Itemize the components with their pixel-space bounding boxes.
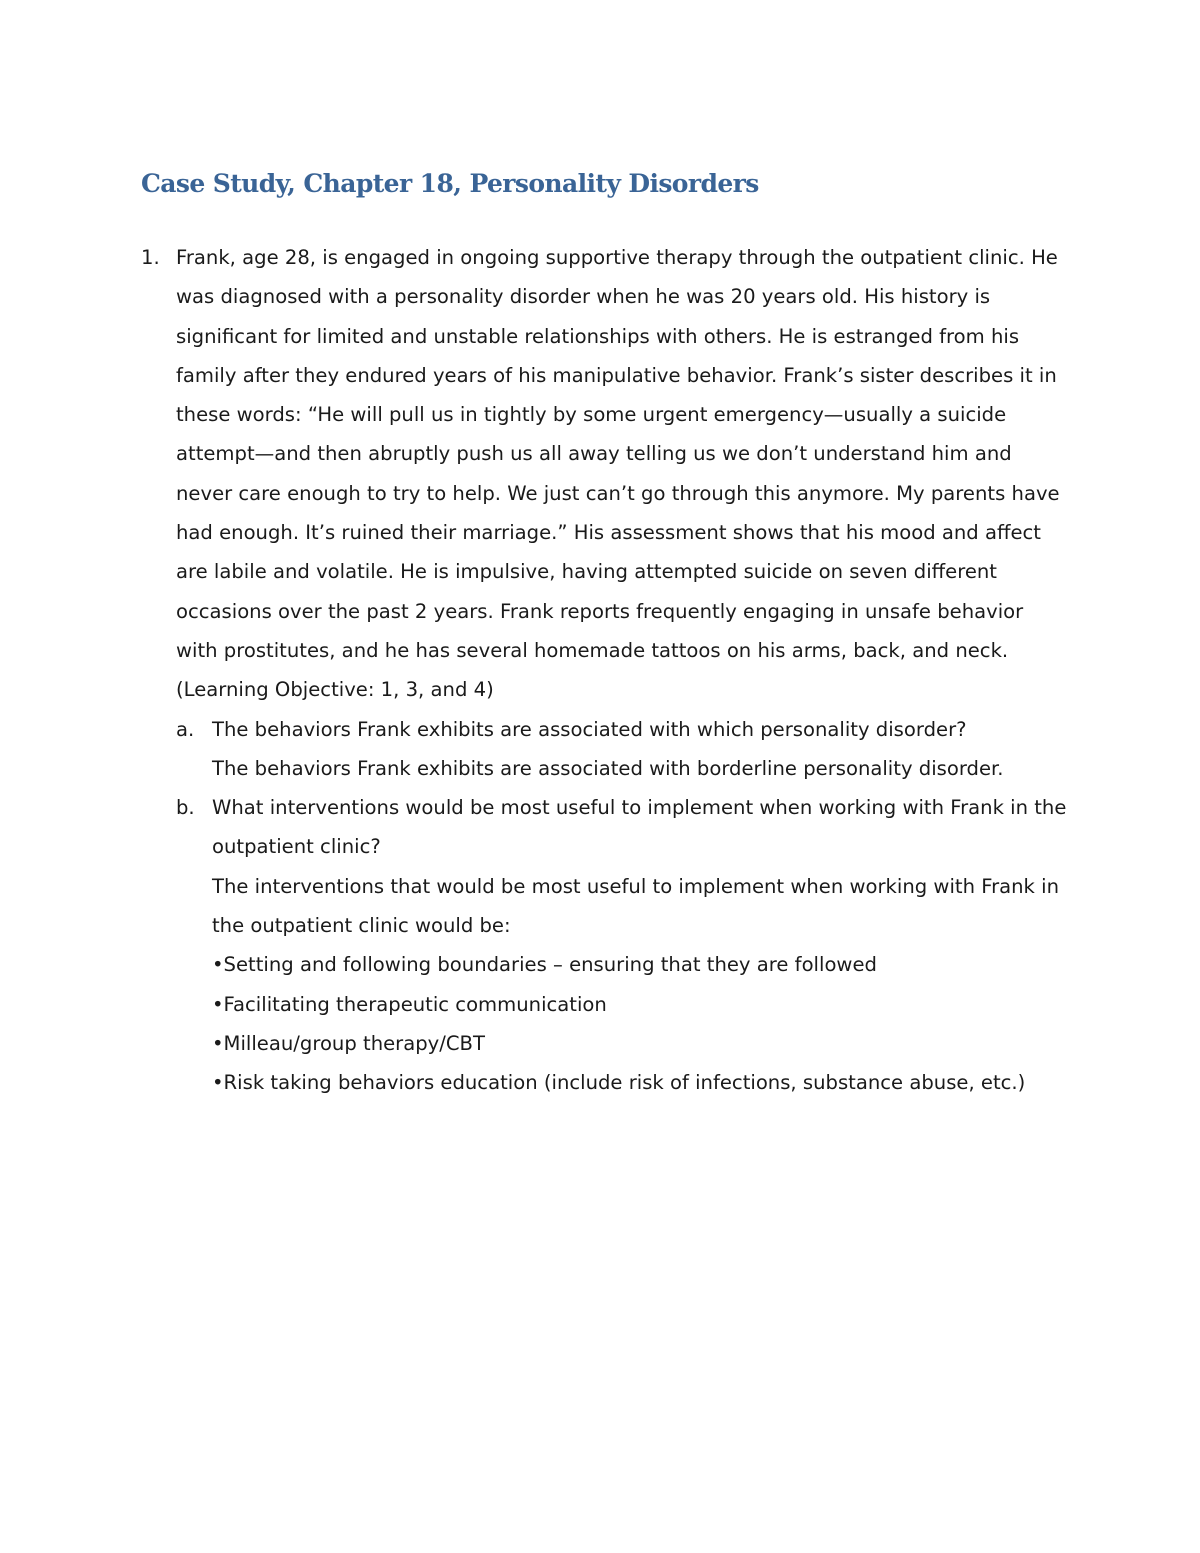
sub-question-answer: The interventions that would be most useful to implement when working with Frank in the outpatient clinic would be: bbox=[212, 874, 1059, 938]
list-item: •Facilitating therapeutic communication bbox=[212, 992, 607, 1016]
sub-question-prompt: What interventions would be most useful to implement when working with Frank in the outpatient clinic? bbox=[212, 796, 1067, 859]
list-item: •Setting and following boundaries – ensuring that they are followed bbox=[212, 953, 877, 977]
sub-question-prompt: The behaviors Frank exhibits are associated with which personality disorder? bbox=[212, 717, 967, 741]
sub-question-letter: a. bbox=[176, 717, 195, 741]
question-body bbox=[176, 238, 1071, 1103]
list-item: •Risk taking behaviors education (include risk of infections, substance abuse, etc.) bbox=[212, 1071, 1026, 1095]
sub-question-b bbox=[176, 788, 1071, 1102]
question-row bbox=[141, 238, 1071, 1103]
question-1 bbox=[141, 238, 1071, 1103]
sub-question-body bbox=[212, 710, 1071, 789]
question-text: Frank, age 28, is engaged in ongoing supportive therapy through the outpatient clinic. He was diagnosed with a personality disorder when he was 20 years old. His history is significant for limited and unstable relationships with others. He is estranged from his family after they endured years of his manipulative behavior. Frank’s sister describes it in these words: “He will pull us in tightly by some urgent emergency—usually a suicide attempt—and then abruptly push us all away telling us we don’t understand him and never care enough to try to help. We just can’t go through this anymore. My parents have had enough. It’s ruined their marriage.” His assessment shows that his mood and affect are labile and volatile. He is impulsive, having attempted suicide on seven different occasions over the past 2 years. Frank reports frequently engaging in unsafe behavior with prostitutes, and he has several homemade tattoos on his arms, back, and neck. (Learning Objective: 1, 3, and 4) bbox=[176, 246, 1060, 702]
sub-question-letter: b. bbox=[176, 796, 195, 820]
sub-question-body bbox=[212, 788, 1071, 1102]
sub-question-a bbox=[176, 710, 1071, 789]
question-number: 1. bbox=[141, 246, 160, 269]
sub-question-answer: The behaviors Frank exhibits are associated with borderline personality disorder. bbox=[212, 756, 1004, 780]
list-item: •Milleau/group therapy/CBT bbox=[212, 1031, 485, 1055]
intervention-list bbox=[212, 945, 1071, 1102]
document-title: Case Study, Chapter 18, Personality Disorders bbox=[141, 169, 759, 198]
